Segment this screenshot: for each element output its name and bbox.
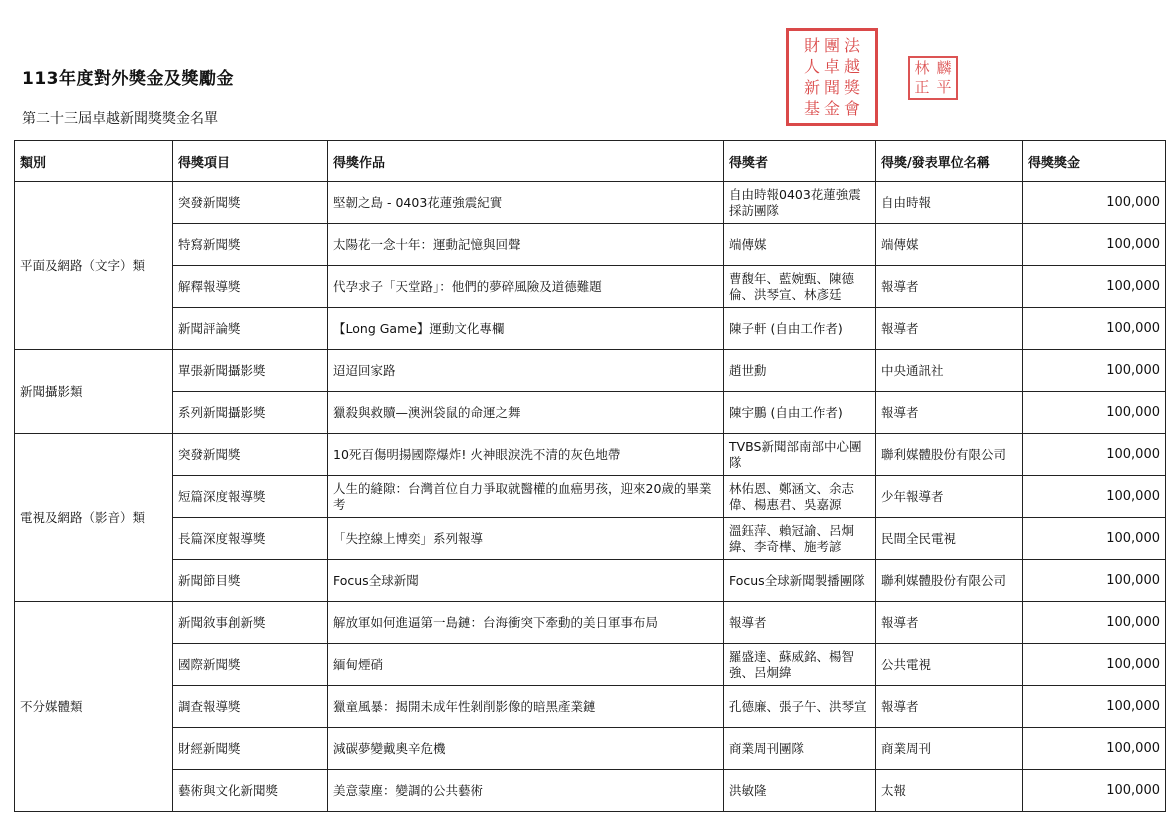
unit-cell: 報導者 [876,392,1023,434]
work-cell: 「失控線上博奕」系列報導 [328,518,724,560]
unit-cell: 報導者 [876,602,1023,644]
table-row [15,266,1166,308]
header-prize: 得獎獎金 [1023,141,1166,182]
work-cell: 迢迢回家路 [328,350,724,392]
work-cell: 獵童風暴：揭開未成年性剝削影像的暗黑產業鏈 [328,686,724,728]
table-row [15,602,1166,644]
foundation-seal: 財 團 法 人 卓 越 新 聞 獎 基 金 會 [786,28,878,126]
header-unit: 得獎/發表單位名稱 [876,141,1023,182]
winner-cell: 羅盛達、蘇威銘、楊智強、呂炯緯 [724,644,876,686]
item-cell: 財經新聞獎 [173,728,328,770]
prize-cell: 100,000 [1023,224,1166,266]
category-cell: 電視及網路（影音）類 [15,434,173,602]
table-row [15,392,1166,434]
work-cell: 獵殺與救贖—澳洲袋鼠的命運之舞 [328,392,724,434]
prize-cell: 100,000 [1023,518,1166,560]
winner-cell: 曹馥年、藍婉甄、陳德倫、洪琴宣、林彥廷 [724,266,876,308]
prize-cell: 100,000 [1023,308,1166,350]
item-cell: 調查報導獎 [173,686,328,728]
winner-cell: 趙世勳 [724,350,876,392]
work-cell: Focus全球新聞 [328,560,724,602]
unit-cell: 民間全民電視 [876,518,1023,560]
work-cell: 解放軍如何進逼第一島鏈：台海衝突下牽動的美日軍事布局 [328,602,724,644]
item-cell: 國際新聞獎 [173,644,328,686]
table-row [15,308,1166,350]
winner-cell: 林佑恩、鄭涵文、余志偉、楊惠君、吳嘉源 [724,476,876,518]
item-cell: 單張新聞攝影獎 [173,350,328,392]
awards-table [14,140,1166,812]
header-winner: 得獎者 [724,141,876,182]
unit-cell: 太報 [876,770,1023,812]
prize-cell: 100,000 [1023,644,1166,686]
table-row [15,518,1166,560]
winner-cell: 自由時報0403花蓮強震採訪團隊 [724,182,876,224]
unit-cell: 聯利媒體股份有限公司 [876,560,1023,602]
prize-cell: 100,000 [1023,350,1166,392]
table-row [15,560,1166,602]
work-cell: 緬甸煙硝 [328,644,724,686]
work-cell: 代孕求子「天堂路」：他們的夢碎風險及道德難題 [328,266,724,308]
unit-cell: 聯利媒體股份有限公司 [876,434,1023,476]
item-cell: 長篇深度報導獎 [173,518,328,560]
table-row [15,644,1166,686]
item-cell: 新聞評論獎 [173,308,328,350]
work-cell: 【Long Game】運動文化專欄 [328,308,724,350]
winner-cell: 端傳媒 [724,224,876,266]
table-row [15,476,1166,518]
winner-cell: Focus全球新聞製播團隊 [724,560,876,602]
unit-cell: 自由時報 [876,182,1023,224]
prize-cell: 100,000 [1023,560,1166,602]
unit-cell: 報導者 [876,308,1023,350]
category-cell: 新聞攝影類 [15,350,173,434]
prize-cell: 100,000 [1023,686,1166,728]
unit-cell: 商業周刊 [876,728,1023,770]
winner-cell: 孔德廉、張子午、洪琴宣 [724,686,876,728]
table-row [15,770,1166,812]
header-category: 類別 [15,141,173,182]
item-cell: 突發新聞獎 [173,434,328,476]
work-cell: 人生的縫隙：台灣首位自力爭取就醫權的血癌男孩，迎來20歲的畢業考 [328,476,724,518]
table-row [15,434,1166,476]
item-cell: 系列新聞攝影獎 [173,392,328,434]
winner-cell: 報導者 [724,602,876,644]
category-cell: 不分媒體類 [15,602,173,812]
prize-cell: 100,000 [1023,392,1166,434]
item-cell: 新聞節目獎 [173,560,328,602]
work-cell: 減碳夢變戴奧辛危機 [328,728,724,770]
item-cell: 特寫新聞獎 [173,224,328,266]
header-item: 得獎項目 [173,141,328,182]
winner-cell: 商業周刊團隊 [724,728,876,770]
prize-cell: 100,000 [1023,770,1166,812]
work-cell: 太陽花一念十年：運動記憶與回聲 [328,224,724,266]
winner-cell: 溫鈺萍、賴冠諭、呂炯緯、李奇樺、施考諺 [724,518,876,560]
header-row [15,141,1166,182]
work-cell: 10死百傷明揚國際爆炸! 火神眼淚洗不清的灰色地帶 [328,434,724,476]
document-title: 113年度對外獎金及獎勵金 [22,69,234,89]
personal-seal: 林 麟 正 平 [908,56,958,100]
prize-cell: 100,000 [1023,728,1166,770]
table-row [15,224,1166,266]
work-cell: 美意蒙塵：變調的公共藝術 [328,770,724,812]
item-cell: 短篇深度報導獎 [173,476,328,518]
unit-cell: 端傳媒 [876,224,1023,266]
work-cell: 堅韌之島 - 0403花蓮強震紀實 [328,182,724,224]
unit-cell: 中央通訊社 [876,350,1023,392]
unit-cell: 報導者 [876,266,1023,308]
winner-cell: TVBS新聞部南部中心團隊 [724,434,876,476]
item-cell: 突發新聞獎 [173,182,328,224]
prize-cell: 100,000 [1023,266,1166,308]
prize-cell: 100,000 [1023,434,1166,476]
winner-cell: 洪敏隆 [724,770,876,812]
prize-cell: 100,000 [1023,182,1166,224]
table-row [15,182,1166,224]
item-cell: 解釋報導獎 [173,266,328,308]
unit-cell: 報導者 [876,686,1023,728]
header-work: 得獎作品 [328,141,724,182]
table-row [15,728,1166,770]
winner-cell: 陳子軒 (自由工作者) [724,308,876,350]
prize-cell: 100,000 [1023,476,1166,518]
item-cell: 新聞敘事創新獎 [173,602,328,644]
document-subtitle: 第二十三屆卓越新聞獎獎金名單 [22,111,218,127]
table-row [15,686,1166,728]
prize-cell: 100,000 [1023,602,1166,644]
unit-cell: 公共電視 [876,644,1023,686]
item-cell: 藝術與文化新聞獎 [173,770,328,812]
winner-cell: 陳宇鵬 (自由工作者) [724,392,876,434]
category-cell: 平面及網路（文字）類 [15,182,173,350]
unit-cell: 少年報導者 [876,476,1023,518]
table-row [15,350,1166,392]
